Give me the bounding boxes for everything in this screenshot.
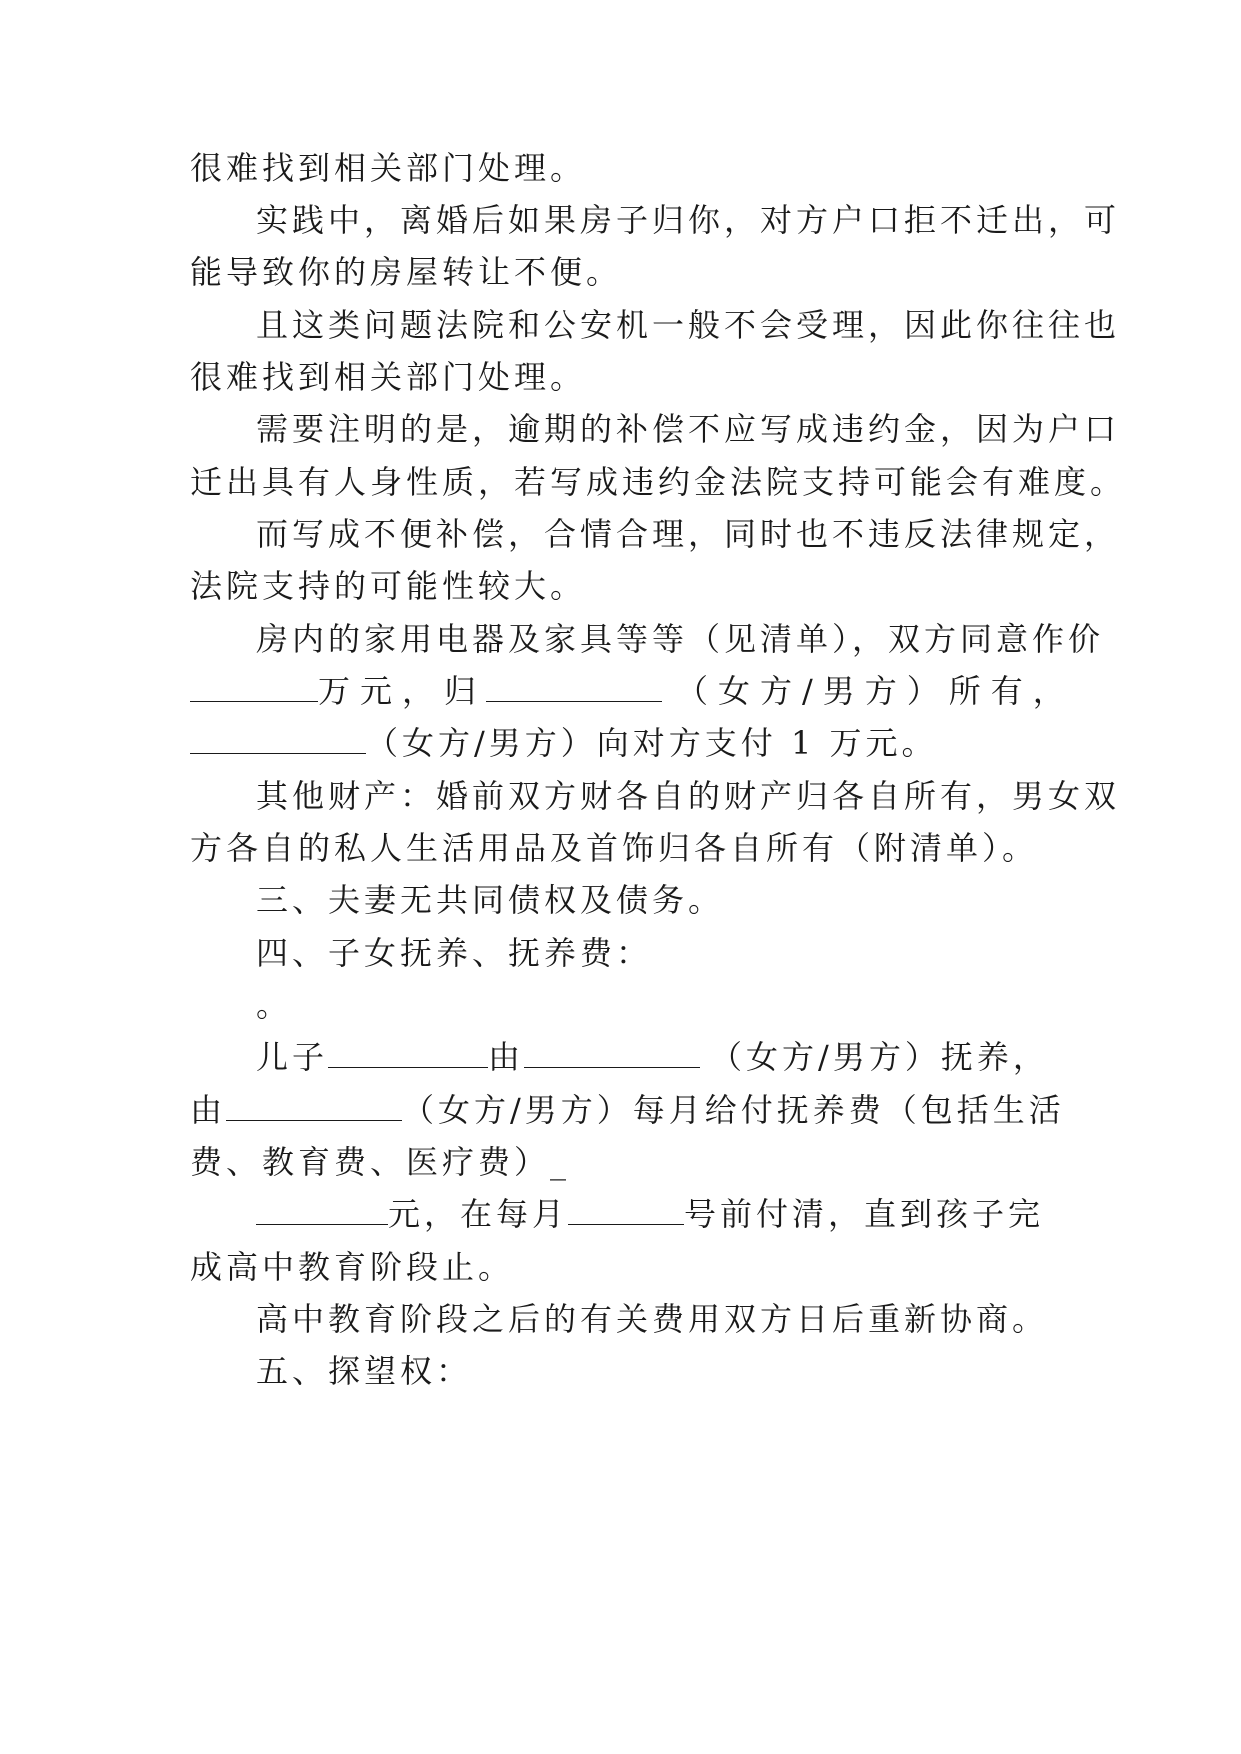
support-payer-blank	[226, 1090, 402, 1121]
paragraph-line: 方各自的私人生活用品及首饰归各自所有（附清单）。	[190, 829, 1039, 867]
paragraph-line: 法院支持的可能性较大。	[190, 567, 587, 605]
paragraph-line: 能导致你的房屋转让不便。	[190, 253, 623, 291]
day-blank	[568, 1194, 684, 1225]
paragraph-line: 且这类问题法院和公安机一般不会受理，因此你往往也	[256, 306, 1121, 344]
paragraph-line: 成高中教育阶段止。	[190, 1248, 515, 1286]
payment-text: （女方/男方）向对方支付 1 万元。	[366, 724, 938, 762]
owner-blank	[486, 671, 662, 702]
section-heading: 四、子女抚养、抚养费：	[256, 934, 653, 972]
support-suffix: （女方/男方）每月给付抚养费（包括生活	[402, 1091, 1065, 1129]
price-blank	[190, 671, 318, 702]
son-blank	[328, 1037, 488, 1068]
paragraph-line: 房内的家用电器及家具等等（见清单），双方同意作价	[256, 620, 1105, 658]
paragraph-line: 高中教育阶段之后的有关费用双方日后重新协商。	[256, 1300, 1049, 1338]
owner-text: （女方/男方）所有，	[676, 672, 1075, 710]
amount-suffix: 号前付清，直到孩子完	[684, 1195, 1045, 1233]
section-heading: 三、夫妻无共同债权及债务。	[256, 881, 725, 919]
amount-line	[256, 1194, 1044, 1234]
son-mid: 由	[488, 1038, 525, 1076]
section-heading: 五、探望权：	[256, 1352, 473, 1390]
price-unit-text: 万元，归	[318, 672, 487, 710]
amount-blank	[256, 1194, 388, 1225]
paragraph-line: 费、教育费、医疗费）_	[190, 1143, 571, 1181]
support-prefix: 由	[190, 1091, 227, 1129]
paragraph-line: 而写成不便补偿，合情合理，同时也不违反法律规定，	[256, 515, 1121, 553]
support-line	[190, 1090, 1065, 1130]
son-prefix: 儿子	[256, 1038, 329, 1076]
son-custody-line	[256, 1037, 1049, 1077]
paragraph-line: 迁出具有人身性质，若写成违约金法院支持可能会有难度。	[190, 463, 1127, 501]
paragraph-line: 实践中，离婚后如果房子归你，对方户口拒不迁出，可	[256, 201, 1121, 239]
custodian-blank	[524, 1037, 700, 1068]
payment-line	[190, 723, 938, 763]
paragraph-line: 需要注明的是，逾期的补偿不应写成违约金，因为户口	[256, 410, 1121, 448]
paragraph-line: 。	[256, 986, 293, 1024]
paragraph-line: 其他财产：婚前双方财各自的财产归各自所有，男女双	[256, 777, 1121, 815]
paragraph-line: 很难找到相关部门处理。	[190, 149, 587, 187]
payer-blank	[190, 723, 366, 754]
son-suffix: （女方/男方）抚养，	[710, 1038, 1049, 1076]
amount-unit: 元，在每月	[388, 1195, 569, 1233]
price-line	[190, 671, 1075, 711]
paragraph-line: 很难找到相关部门处理。	[190, 358, 587, 396]
